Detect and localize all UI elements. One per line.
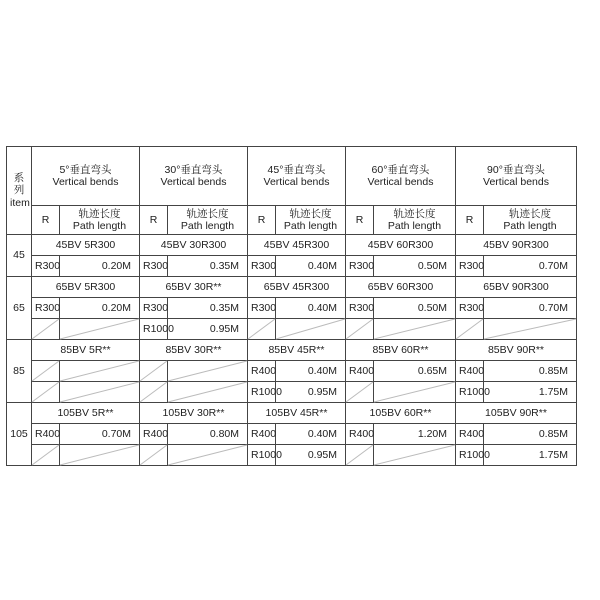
- series-value-row: [7, 361, 577, 382]
- header-45deg: [248, 147, 346, 206]
- empty-cell-slash: [140, 445, 168, 466]
- radius-value: R400: [32, 424, 60, 445]
- subheader-row: [7, 206, 577, 235]
- radius-value: R300: [346, 298, 374, 319]
- series-value-row: [7, 319, 577, 340]
- path-length-value: 0.95M: [276, 382, 346, 403]
- path-length-value: 1.75M: [484, 382, 577, 403]
- series-model-row: [7, 403, 577, 424]
- header-row: [7, 147, 577, 206]
- path-length-cn: 轨迹长度: [186, 207, 229, 220]
- header-en: Vertical bends: [483, 176, 549, 188]
- series-value-row: [7, 445, 577, 466]
- radius-value: R300: [32, 298, 60, 319]
- radius-value: R400: [248, 424, 276, 445]
- empty-cell-slash: [346, 319, 374, 340]
- series-item: 105: [7, 403, 32, 466]
- path-length-en: Path length: [387, 220, 442, 232]
- radius-value: R1000: [140, 319, 168, 340]
- empty-cell-slash: [140, 361, 168, 382]
- model-code: 105BV 45R**: [248, 403, 346, 424]
- radius-value: R300: [456, 298, 484, 319]
- empty-cell-slash: [168, 361, 248, 382]
- empty-cell-slash: [346, 445, 374, 466]
- path-length-en: Path length: [72, 220, 127, 232]
- corner-line-1: 系: [13, 172, 25, 185]
- empty-cell-slash: [374, 445, 456, 466]
- path-length-en: Path length: [283, 220, 338, 232]
- path-length-value: 0.20M: [60, 256, 140, 277]
- path-length-value: 0.50M: [374, 298, 456, 319]
- header-60deg: [346, 147, 456, 206]
- model-code: 65BV 45R300: [248, 277, 346, 298]
- series-value-row: [7, 424, 577, 445]
- series-model-row: [7, 340, 577, 361]
- header-en: Vertical bends: [367, 176, 434, 188]
- model-code: 65BV 90R300: [456, 277, 577, 298]
- subheader-r: R: [456, 206, 484, 235]
- path-length-value: 0.70M: [484, 256, 577, 277]
- series-model-row: [7, 277, 577, 298]
- empty-cell-slash: [484, 319, 577, 340]
- model-code: 105BV 5R**: [32, 403, 140, 424]
- model-code: 105BV 90R**: [456, 403, 577, 424]
- series-corner-header: [7, 147, 32, 235]
- path-length-value: 0.40M: [276, 256, 346, 277]
- path-length-value: 0.65M: [374, 361, 456, 382]
- radius-value: R400: [346, 424, 374, 445]
- path-length-value: 0.95M: [168, 319, 248, 340]
- series-item: 45: [7, 235, 32, 277]
- header-en: Vertical bends: [263, 176, 330, 188]
- header-cn: 60°垂直弯头: [371, 163, 430, 176]
- path-length-value: 0.95M: [276, 445, 346, 466]
- path-length-cn: 轨迹长度: [289, 207, 332, 220]
- empty-cell-slash: [60, 361, 140, 382]
- path-length-value: 0.80M: [168, 424, 248, 445]
- radius-value: R300: [248, 298, 276, 319]
- radius-value: R400: [248, 361, 276, 382]
- path-length-value: 0.85M: [484, 424, 577, 445]
- radius-value: R1000: [248, 382, 276, 403]
- subheader-r: R: [248, 206, 276, 235]
- empty-cell-slash: [346, 382, 374, 403]
- series-item: 65: [7, 277, 32, 340]
- model-code: 85BV 5R**: [32, 340, 140, 361]
- series-model-row: [7, 235, 577, 256]
- model-code: 85BV 30R**: [140, 340, 248, 361]
- header-en: Vertical bends: [160, 176, 227, 188]
- subheader-path-length: [60, 206, 140, 235]
- path-length-value: 0.85M: [484, 361, 577, 382]
- radius-value: R300: [346, 256, 374, 277]
- header-cn: 5°垂直弯头: [59, 163, 112, 176]
- radius-value: R1000: [456, 382, 484, 403]
- corner-line-3: item: [10, 196, 30, 209]
- path-length-value: 0.50M: [374, 256, 456, 277]
- header-90deg: [456, 147, 577, 206]
- radius-value: R300: [248, 256, 276, 277]
- path-length-value: 0.35M: [168, 298, 248, 319]
- header-en: Vertical bends: [52, 176, 119, 188]
- header-5deg: [32, 147, 140, 206]
- radius-value: R400: [346, 361, 374, 382]
- header-cn: 45°垂直弯头: [267, 163, 326, 176]
- path-length-value: 0.20M: [60, 298, 140, 319]
- model-code: 105BV 60R**: [346, 403, 456, 424]
- empty-cell-slash: [374, 382, 456, 403]
- radius-value: R400: [140, 424, 168, 445]
- model-code: 105BV 30R**: [140, 403, 248, 424]
- empty-cell-slash: [168, 382, 248, 403]
- model-code: 65BV 5R300: [32, 277, 140, 298]
- model-code: 65BV 30R**: [140, 277, 248, 298]
- series-item: 85: [7, 340, 32, 403]
- path-length-en: Path length: [503, 220, 557, 232]
- radius-value: R300: [140, 256, 168, 277]
- radius-value: R1000: [456, 445, 484, 466]
- empty-cell-slash: [168, 445, 248, 466]
- empty-cell-slash: [248, 319, 276, 340]
- subheader-r: R: [32, 206, 60, 235]
- model-code: 85BV 60R**: [346, 340, 456, 361]
- path-length-cn: 轨迹长度: [509, 207, 551, 220]
- radius-value: R1000: [248, 445, 276, 466]
- subheader-path-length: [168, 206, 248, 235]
- empty-cell-slash: [32, 445, 60, 466]
- series-value-row: [7, 382, 577, 403]
- series-value-row: [7, 256, 577, 277]
- empty-cell-slash: [32, 319, 60, 340]
- subheader-path-length: [374, 206, 456, 235]
- model-code: 85BV 45R**: [248, 340, 346, 361]
- radius-value: R300: [32, 256, 60, 277]
- path-length-value: 0.40M: [276, 298, 346, 319]
- path-length-value: 0.70M: [60, 424, 140, 445]
- subheader-path-length: [484, 206, 577, 235]
- subheader-path-length: [276, 206, 346, 235]
- bend-spec-table: [6, 146, 577, 466]
- model-code: 45BV 60R300: [346, 235, 456, 256]
- empty-cell-slash: [140, 382, 168, 403]
- model-code: 45BV 90R300: [456, 235, 577, 256]
- radius-value: R300: [140, 298, 168, 319]
- header-30deg: [140, 147, 248, 206]
- path-length-value: 0.70M: [484, 298, 577, 319]
- radius-value: R300: [456, 256, 484, 277]
- subheader-r: R: [346, 206, 374, 235]
- radius-value: R400: [456, 361, 484, 382]
- path-length-value: 1.20M: [374, 424, 456, 445]
- empty-cell-slash: [32, 361, 60, 382]
- empty-cell-slash: [60, 382, 140, 403]
- path-length-en: Path length: [180, 220, 235, 232]
- model-code: 45BV 30R300: [140, 235, 248, 256]
- subheader-r: R: [140, 206, 168, 235]
- model-code: 45BV 5R300: [32, 235, 140, 256]
- path-length-value: 0.35M: [168, 256, 248, 277]
- model-code: 45BV 45R300: [248, 235, 346, 256]
- radius-value: R400: [456, 424, 484, 445]
- corner-line-2: 列: [13, 184, 25, 197]
- empty-cell-slash: [60, 445, 140, 466]
- empty-cell-slash: [60, 319, 140, 340]
- model-code: 85BV 90R**: [456, 340, 577, 361]
- header-cn: 30°垂直弯头: [164, 163, 223, 176]
- path-length-value: 1.75M: [484, 445, 577, 466]
- path-length-cn: 轨迹长度: [393, 207, 436, 220]
- empty-cell-slash: [276, 319, 346, 340]
- empty-cell-slash: [32, 382, 60, 403]
- header-cn: 90°垂直弯头: [487, 163, 545, 176]
- path-length-value: 0.40M: [276, 424, 346, 445]
- empty-cell-slash: [374, 319, 456, 340]
- model-code: 65BV 60R300: [346, 277, 456, 298]
- series-value-row: [7, 298, 577, 319]
- path-length-cn: 轨迹长度: [78, 207, 121, 220]
- empty-cell-slash: [456, 319, 484, 340]
- path-length-value: 0.40M: [276, 361, 346, 382]
